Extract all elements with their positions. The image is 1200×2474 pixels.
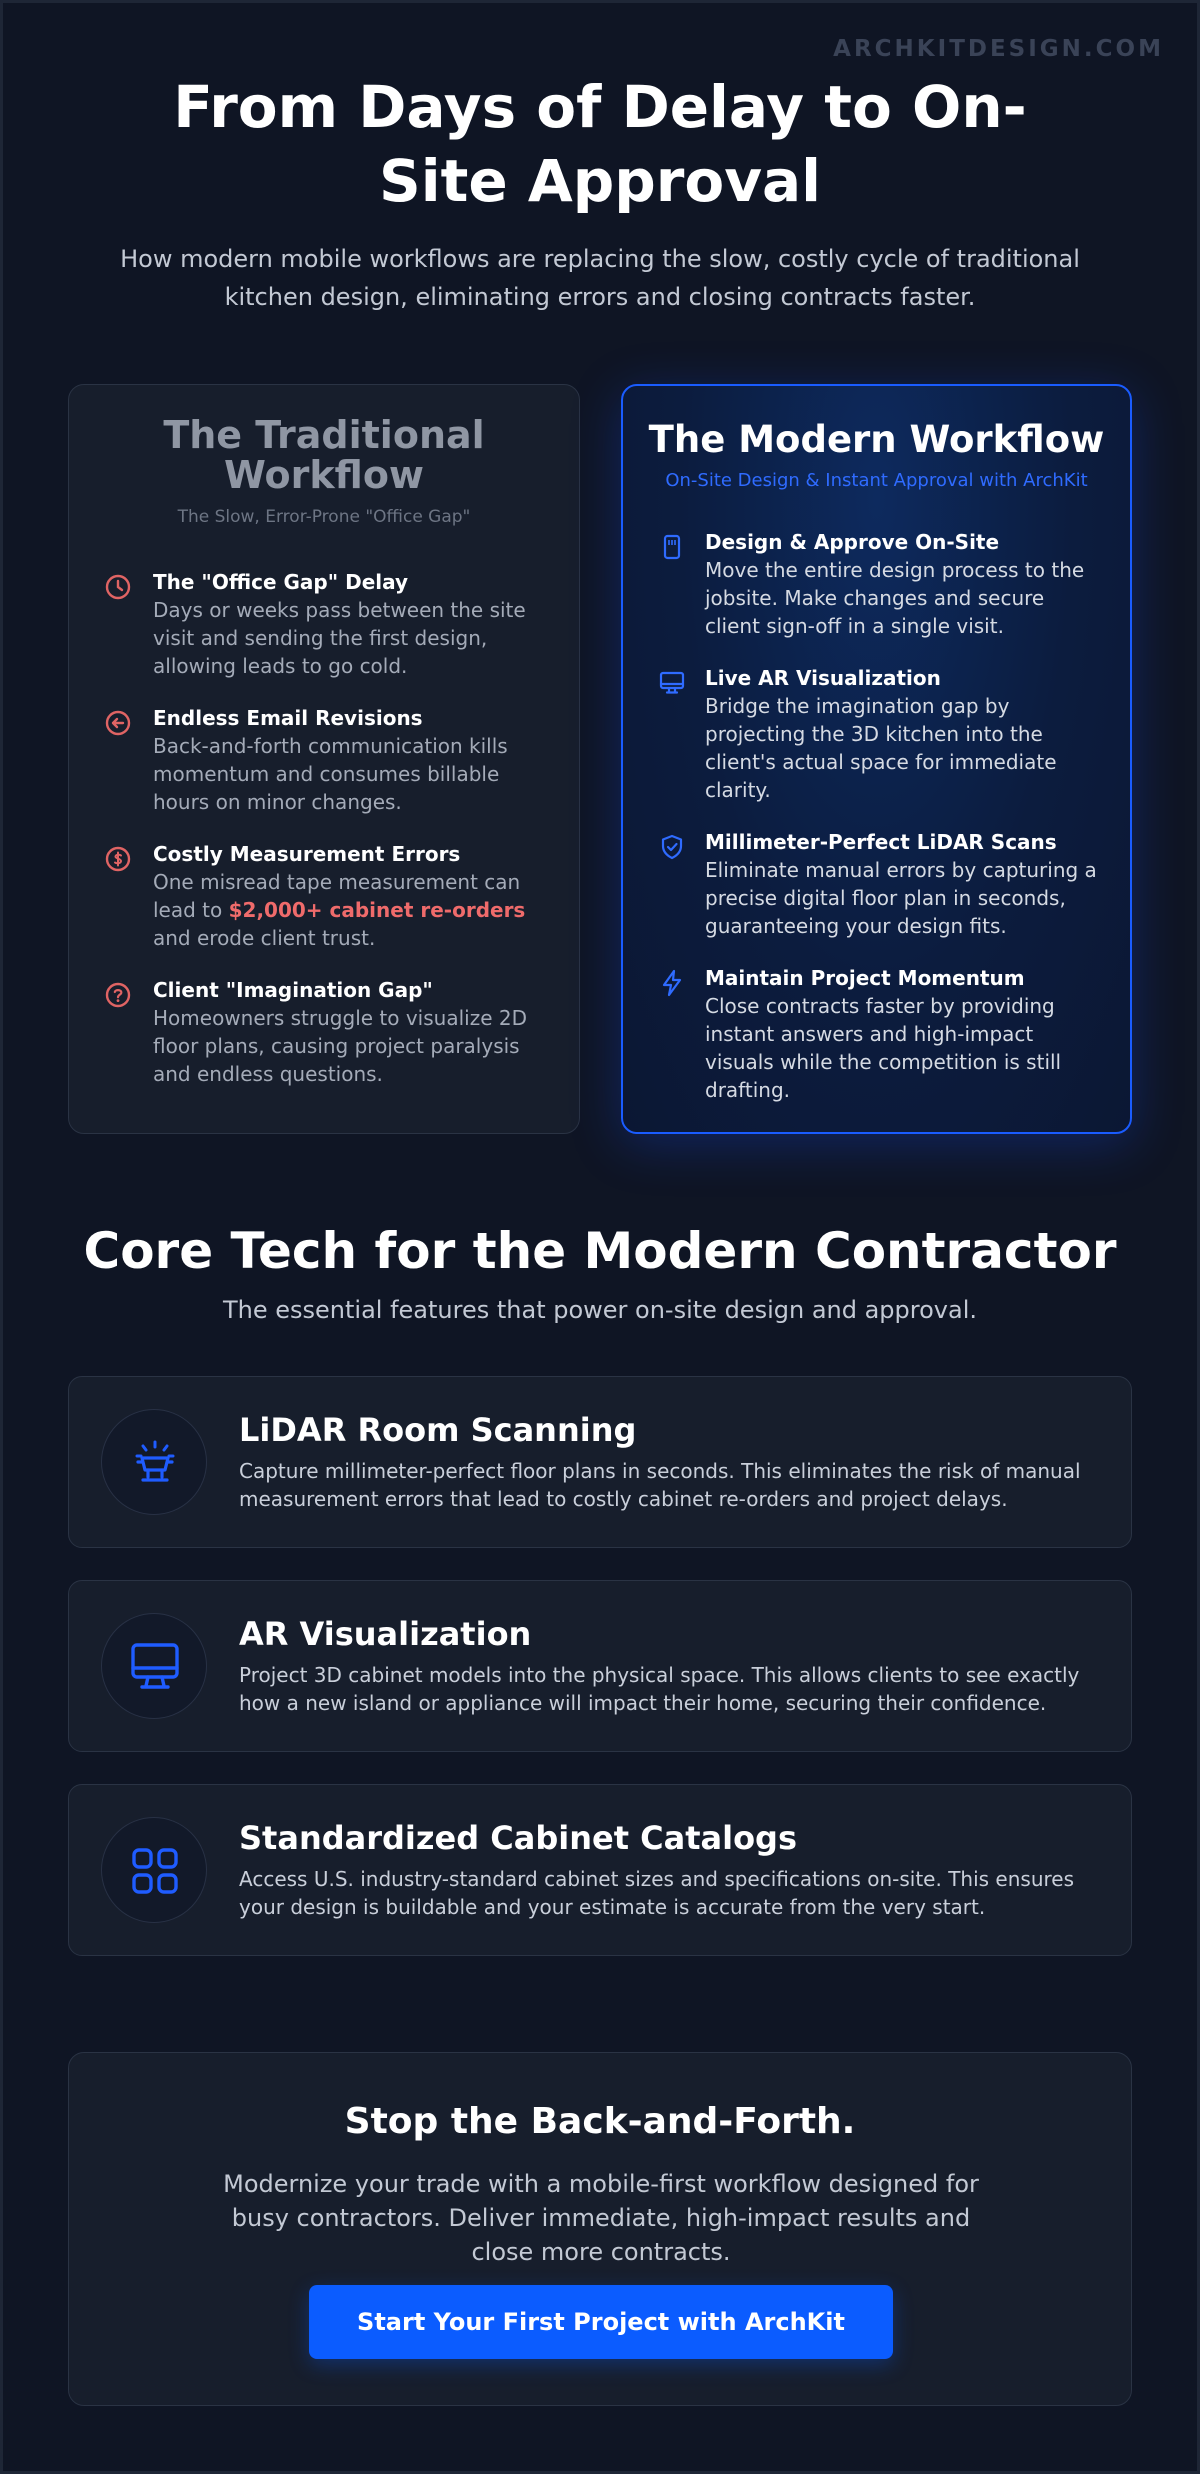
feature-title: AR Visualization: [239, 1615, 532, 1653]
dollar-circle-icon: [103, 844, 133, 874]
traditional-item-title: Costly Measurement Errors: [153, 842, 461, 866]
traditional-item-desc: Back-and-forth communication kills momentum and consumes billable hours on minor changes.: [153, 734, 508, 814]
monitor-icon: [657, 668, 687, 698]
traditional-item-title: Endless Email Revisions: [153, 706, 423, 730]
feature-card-ar: [68, 1580, 1132, 1752]
cta-description: Modernize your trade with a mobile-first workflow designed for busy contractors. Deliver immediate, high-impact results and close more contracts.: [223, 2170, 979, 2266]
desc-text: and erode client trust.: [153, 926, 376, 950]
traditional-item-title: Client "Imagination Gap": [153, 978, 433, 1002]
watermark: ARCHKITDESIGN.COM: [833, 36, 1164, 62]
cost-highlight: $2,000+ cabinet re-orders: [228, 898, 526, 922]
feature-icon-badge: [101, 1817, 207, 1923]
lidar-scanner-icon: [128, 1436, 182, 1490]
modern-item-text: [705, 964, 1105, 1104]
arrow-left-circle-icon: [103, 708, 133, 738]
modern-item-text: [705, 828, 1105, 940]
modern-item-desc: Close contracts faster by providing instant answers and high-impact visuals while the competition is still drafting.: [705, 994, 1062, 1102]
traditional-item-text: [153, 976, 553, 1088]
modern-item-text: [705, 528, 1105, 640]
feature-title: LiDAR Room Scanning: [239, 1411, 637, 1449]
hero-title: [0, 70, 1200, 218]
shield-check-icon: [657, 832, 687, 862]
modern-item-desc: Bridge the imagination gap by projecting the 3D kitchen into the client's actual space for immediate clarity.: [705, 694, 1057, 802]
modern-item-desc: Move the entire design process to the jobsite. Make changes and secure client sign-off in a single visit.: [705, 558, 1085, 638]
core-tech-title: Core Tech for the Modern Contractor: [83, 1222, 1117, 1280]
cta-panel: [68, 2052, 1132, 2406]
feature-icon-badge: [101, 1613, 207, 1719]
traditional-item-desc: [153, 868, 553, 952]
hero-subtitle: How modern mobile workflows are replacing the slow, costly cycle of traditional kitchen design, eliminating errors and closing contracts faster.: [120, 245, 1080, 311]
traditional-item-text: [153, 704, 553, 816]
lightning-icon: [657, 968, 687, 998]
start-first-project-button[interactable]: Start Your First Project with ArchKit: [309, 2285, 893, 2359]
modern-item-title: Design & Approve On-Site: [705, 530, 1000, 554]
core-tech-subtitle: The essential features that power on-site design and approval.: [222, 1296, 978, 1324]
hero-title-line-1: From Days of Delay to On-: [173, 73, 1027, 141]
modern-card-tagline: On-Site Design & Instant Approval with ArchKit: [665, 470, 1088, 491]
feature-icon-badge: [101, 1409, 207, 1515]
feature-desc: Access U.S. industry-standard cabinet sizes and specifications on-site. This ensures your design is buildable and your estimate is accurate from the very start.: [239, 1867, 1074, 1919]
question-circle-icon: [103, 980, 133, 1010]
hero-title-line-2: Site Approval: [378, 147, 822, 215]
traditional-card-title: The Traditional Workflow: [163, 413, 485, 497]
modern-card-title: The Modern Workflow: [648, 418, 1105, 461]
traditional-item-desc: Days or weeks pass between the site visit and sending the first design, allowing leads to go cold.: [153, 598, 526, 678]
modern-item-title: Millimeter-Perfect LiDAR Scans: [705, 830, 1057, 854]
cta-title: Stop the Back-and-Forth.: [344, 2101, 856, 2142]
feature-desc: Capture millimeter-perfect floor plans in seconds. This eliminates the risk of manual measurement errors that lead to costly cabinet re-orders and project delays.: [239, 1459, 1081, 1511]
traditional-item-desc: Homeowners struggle to visualize 2D floor plans, causing project paralysis and endless questions.: [153, 1006, 527, 1086]
traditional-item-title: The "Office Gap" Delay: [153, 570, 409, 594]
modern-workflow-card: [621, 384, 1132, 1134]
grid-icon: [128, 1844, 182, 1898]
traditional-item-text: [153, 840, 553, 952]
clock-icon: [103, 572, 133, 602]
monitor-icon: [128, 1640, 182, 1694]
modern-item-desc: Eliminate manual errors by capturing a precise digital floor plan in seconds, guaranteeing your design fits.: [705, 858, 1097, 938]
traditional-item-text: [153, 568, 553, 680]
feature-desc: Project 3D cabinet models into the physical space. This allows clients to see exactly how a new island or appliance will impact their home, securing their confidence.: [239, 1663, 1080, 1715]
traditional-card-tagline: The Slow, Error-Prone "Office Gap": [177, 507, 471, 527]
modern-item-title: Maintain Project Momentum: [705, 966, 1025, 990]
traditional-workflow-card: [68, 384, 580, 1134]
desc-text: One misread tape measurement can lead to: [153, 870, 521, 922]
feature-card-catalogs: [68, 1784, 1132, 1956]
feature-card-lidar: [68, 1376, 1132, 1548]
feature-title: Standardized Cabinet Catalogs: [239, 1819, 797, 1857]
tablet-icon: [657, 532, 687, 562]
modern-item-text: [705, 664, 1105, 804]
modern-item-title: Live AR Visualization: [705, 666, 941, 690]
